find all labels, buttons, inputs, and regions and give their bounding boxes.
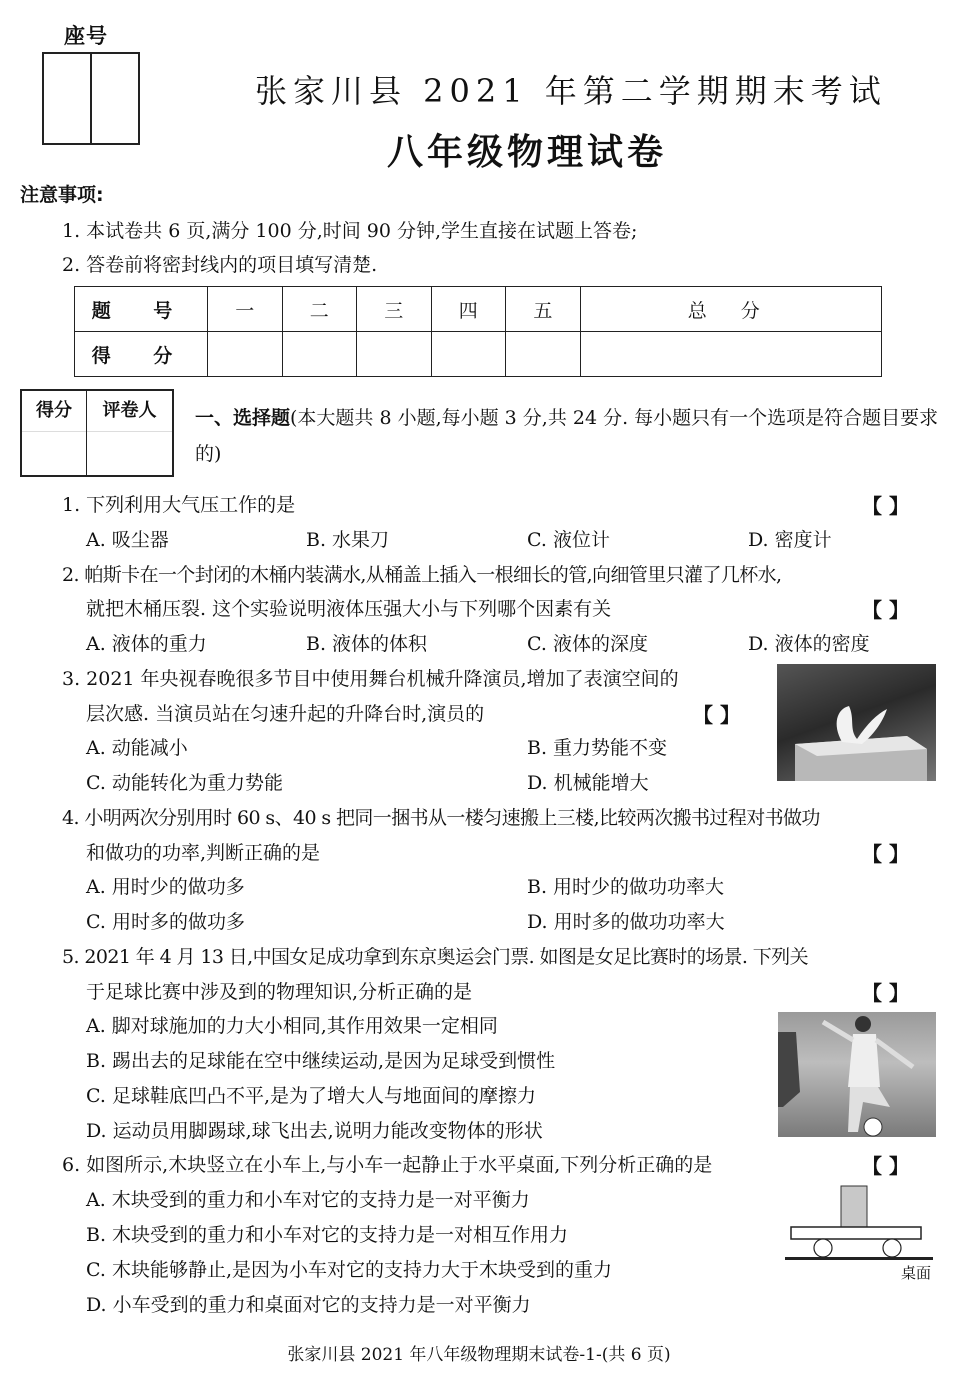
option-d: D. 机械能增大 [527, 772, 649, 794]
cart-with-block-icon [785, 1180, 945, 1260]
column-header: 三 [357, 287, 432, 332]
score-table-score-row [75, 332, 882, 377]
option-a: A. 用时少的做功多 [86, 876, 245, 898]
score-cell[interactable] [282, 332, 357, 377]
option-c: C. 液位计 [527, 529, 610, 551]
option-a: A. 动能减小 [86, 737, 188, 759]
seat-number-label: 座号 [64, 24, 108, 48]
option-d: D. 液体的密度 [748, 633, 870, 655]
soccer-player-photo [778, 1012, 936, 1137]
option-c: C. 木块能够静止,是因为小车对它的支持力大于木块受到的重力 [86, 1259, 612, 1281]
seat-number-box[interactable] [42, 52, 140, 145]
score-table-header-row [75, 287, 882, 332]
score-cell[interactable] [208, 332, 283, 377]
question-stem: 就把木桶压裂. 这个实验说明液体压强大小与下列哪个因素有关 [86, 598, 612, 620]
notice-heading: 注意事项: [20, 184, 104, 206]
answer-bracket[interactable]: 【 】 [862, 842, 909, 866]
table-surface-label: 桌面 [901, 1264, 932, 1282]
grader-name-label: 评卷人 [87, 391, 172, 432]
section-description: (本大题共 8 小题,每小题 3 分,共 24 分. 每小题只有一个选项是符合题目要求的) [195, 407, 939, 465]
option-a: A. 脚对球施加的力大小相同,其作用效果一定相同 [86, 1015, 498, 1037]
option-b: B. 踢出去的足球能在空中继续运动,是因为足球受到惯性 [86, 1050, 556, 1072]
notice-item: 1. 本试卷共 6 页,满分 100 分,时间 90 分钟,学生直接在试题上答卷; [62, 220, 638, 242]
option-a: A. 木块受到的重力和小车对它的支持力是一对平衡力 [86, 1189, 530, 1211]
question-stem: 1. 下列利用大气压工作的是 [62, 494, 296, 516]
section-title: 一、选择题 [195, 407, 291, 429]
option-d: D. 密度计 [748, 529, 832, 551]
option-c: C. 液体的深度 [527, 633, 648, 655]
option-b: B. 重力势能不变 [527, 737, 668, 759]
option-d: D. 运动员用脚踢球,球飞出去,说明力能改变物体的形状 [86, 1120, 543, 1142]
paper-title: 八年级物理试卷 [387, 132, 668, 173]
question-stem: 4. 小明两次分别用时 60 s、40 s 把同一捆书从一楼匀速搬上三楼,比较两次搬书过程对书做功 [62, 807, 820, 829]
score-cell[interactable] [580, 332, 881, 377]
answer-bracket[interactable]: 【 】 [862, 981, 909, 1005]
column-header: 五 [506, 287, 581, 332]
question-stem: 于足球比赛中涉及到的物理知识,分析正确的是 [86, 981, 473, 1003]
option-c: C. 动能转化为重力势能 [86, 772, 283, 794]
row-header: 得 分 [75, 332, 208, 377]
grader-score-label: 得分 [22, 391, 86, 432]
question-stem: 6. 如图所示,木块竖立在小车上,与小车一起静止于水平桌面,下列分析正确的是 [62, 1154, 713, 1176]
option-b: B. 水果刀 [306, 529, 390, 551]
answer-bracket[interactable]: 【 】 [862, 1154, 909, 1178]
column-header: 一 [208, 287, 283, 332]
cart-block-diagram [785, 1180, 945, 1280]
option-d: D. 用时多的做功功率大 [527, 911, 725, 933]
grader-name-field[interactable] [87, 432, 172, 475]
option-b: B. 用时少的做功功率大 [527, 876, 725, 898]
score-table [74, 286, 882, 377]
answer-bracket[interactable]: 【 】 [862, 494, 909, 518]
section-heading [195, 400, 940, 472]
column-header: 总 分 [580, 287, 881, 332]
option-a: A. 吸尘器 [86, 529, 169, 551]
soccer-kick-icon [778, 1012, 936, 1137]
score-cell[interactable] [357, 332, 432, 377]
performer-on-platform-icon [777, 664, 936, 781]
score-cell[interactable] [431, 332, 506, 377]
option-a: A. 液体的重力 [86, 633, 207, 655]
question-stem: 和做功的功率,判断正确的是 [86, 842, 321, 864]
answer-bracket[interactable]: 【 】 [862, 598, 909, 622]
page-footer: 张家川县 2021 年八年级物理期末试卷-1-(共 6 页) [287, 1345, 671, 1365]
column-header: 四 [431, 287, 506, 332]
option-c: C. 用时多的做功多 [86, 911, 245, 933]
question-stem: 5. 2021 年 4 月 13 日,中国女足成功拿到东京奥运会门票. 如图是女足比赛时的场景. 下列关 [62, 946, 808, 968]
option-b: B. 液体的体积 [306, 633, 428, 655]
row-header: 题 号 [75, 287, 208, 332]
option-c: C. 足球鞋底凹凸不平,是为了增大人与地面间的摩擦力 [86, 1085, 536, 1107]
notice-item: 2. 答卷前将密封线内的项目填写清楚. [62, 254, 378, 276]
grader-box [20, 389, 174, 477]
answer-bracket[interactable]: 【 】 [693, 703, 740, 727]
exam-title: 张家川县 2021 年第二学期期末考试 [255, 72, 887, 110]
column-header: 二 [282, 287, 357, 332]
score-cell[interactable] [506, 332, 581, 377]
grader-score-field[interactable] [22, 432, 86, 475]
question-stem: 2. 帕斯卡在一个封闭的木桶内装满水,从桶盖上插入一根细长的管,向细管里只灌了几杯水, [62, 564, 782, 586]
question-stem: 层次感. 当演员站在匀速升起的升降台时,演员的 [86, 703, 485, 725]
option-d: D. 小车受到的重力和桌面对它的支持力是一对平衡力 [86, 1294, 531, 1316]
question-stem: 3. 2021 年央视春晚很多节目中使用舞台机械升降演员,增加了表演空间的 [62, 668, 679, 690]
stage-performer-photo [777, 664, 936, 781]
option-b: B. 木块受到的重力和小车对它的支持力是一对相互作用力 [86, 1224, 569, 1246]
